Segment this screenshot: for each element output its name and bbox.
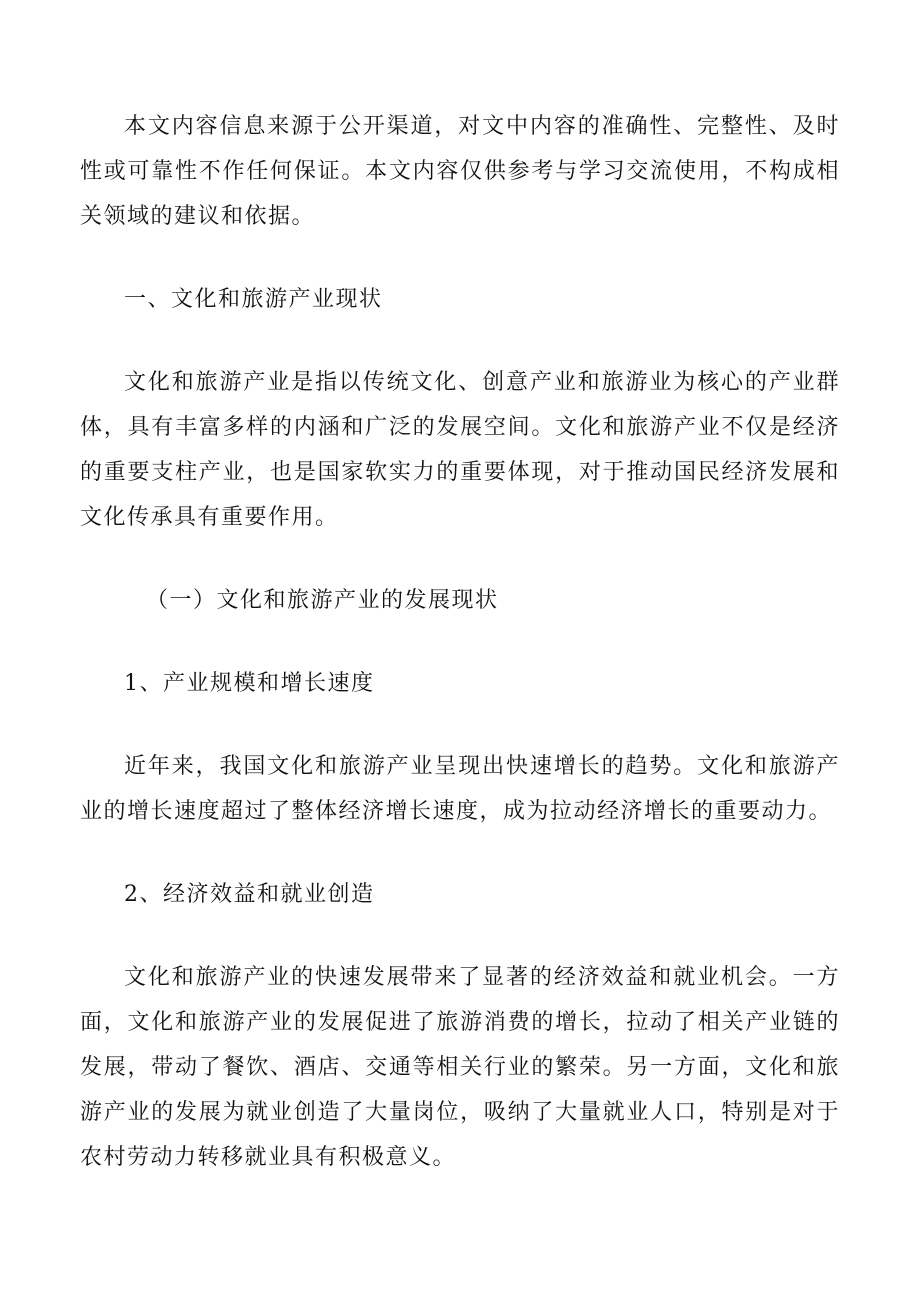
section-title: 一、文化和旅游产业现状: [124, 287, 383, 312]
subsection-title: （一）文化和旅游产业的发展现状: [146, 588, 499, 613]
item-body-1: 近年来，我国文化和旅游产业呈现出快速增长的趋势。文化和旅游产业的增长速度超过了整体经济增长速度，成为拉动经济增长的重要动力。: [80, 754, 840, 824]
disclaimer-paragraph: 本文内容信息来源于公开渠道，对文中内容的准确性、完整性、及时性或可靠性不作任何保证。本文内容仅供参考与学习交流使用，不构成相关领域的建议和依据。: [80, 114, 840, 229]
item-body-2: 文化和旅游产业的快速发展带来了显著的经济效益和就业机会。一方面，文化和旅游产业的发展促进了旅游消费的增长，拉动了相关产业链的发展，带动了餐饮、酒店、交通等相关行业的繁荣。另一方面，文化和旅游产业的发展为就业创造了大量岗位，吸纳了大量就业人口，特别是对于农村劳动力转移就业具有积极意义。: [80, 965, 840, 1170]
item-title-1: 1、产业规模和增长速度: [124, 671, 375, 696]
section-intro-paragraph: 文化和旅游产业是指以传统文化、创意产业和旅游业为核心的产业群体，具有丰富多样的内涵和广泛的发展空间。文化和旅游产业不仅是经济的重要支柱产业，也是国家软实力的重要体现，对于推动国民经济发展和文化传承具有重要作用。: [80, 370, 840, 530]
item-title-2: 2、经济效益和就业创造: [124, 882, 375, 907]
